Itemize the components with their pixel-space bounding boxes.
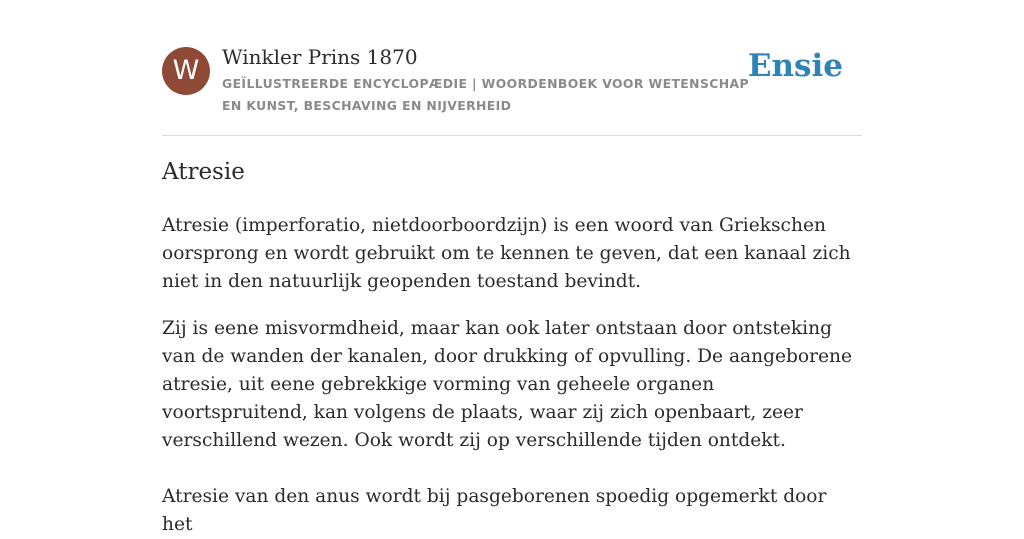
article-paragraph: Atresie (imperforatio, nietdoorboordzijn) is een woord van Griekschen oorsprong en wordt gebruikt om te kennen te geven, dat een kanaal zich niet in den natuurlijk geopenden toestand bevindt. bbox=[162, 215, 851, 292]
article-paragraph: Zij is eene misvormdheid, maar kan ook later ontstaan door ontsteking van de wanden der kanalen, door drukking of opvulling. De aangeborene atresie, uit eene gebrekkige vorming van geheele organen voortspruitend, kan volgens de plaats, waar zij zich openbaart, zeer verschillend wezen. Ook wordt zij op verschillende tijden ontdekt. bbox=[162, 318, 852, 451]
source-header bbox=[162, 0, 862, 136]
ensie-logo-link[interactable]: Ensie bbox=[747, 48, 843, 84]
article-paragraph: Atresie van den anus wordt bij pasgeborenen spoedig opgemerkt door het bbox=[162, 486, 827, 535]
page-container bbox=[162, 0, 862, 535]
source-title[interactable]: Winkler Prins 1870 bbox=[222, 45, 418, 69]
avatar[interactable]: W bbox=[162, 47, 210, 95]
article-title: Atresie bbox=[162, 159, 245, 185]
source-subtitle: GEÏLLUSTREERDE ENCYCLOPÆDIE | WOORDENBOEK VOOR WETENSCHAP EN KUNST, BESCHAVING EN NIJVERHEID bbox=[222, 76, 749, 113]
